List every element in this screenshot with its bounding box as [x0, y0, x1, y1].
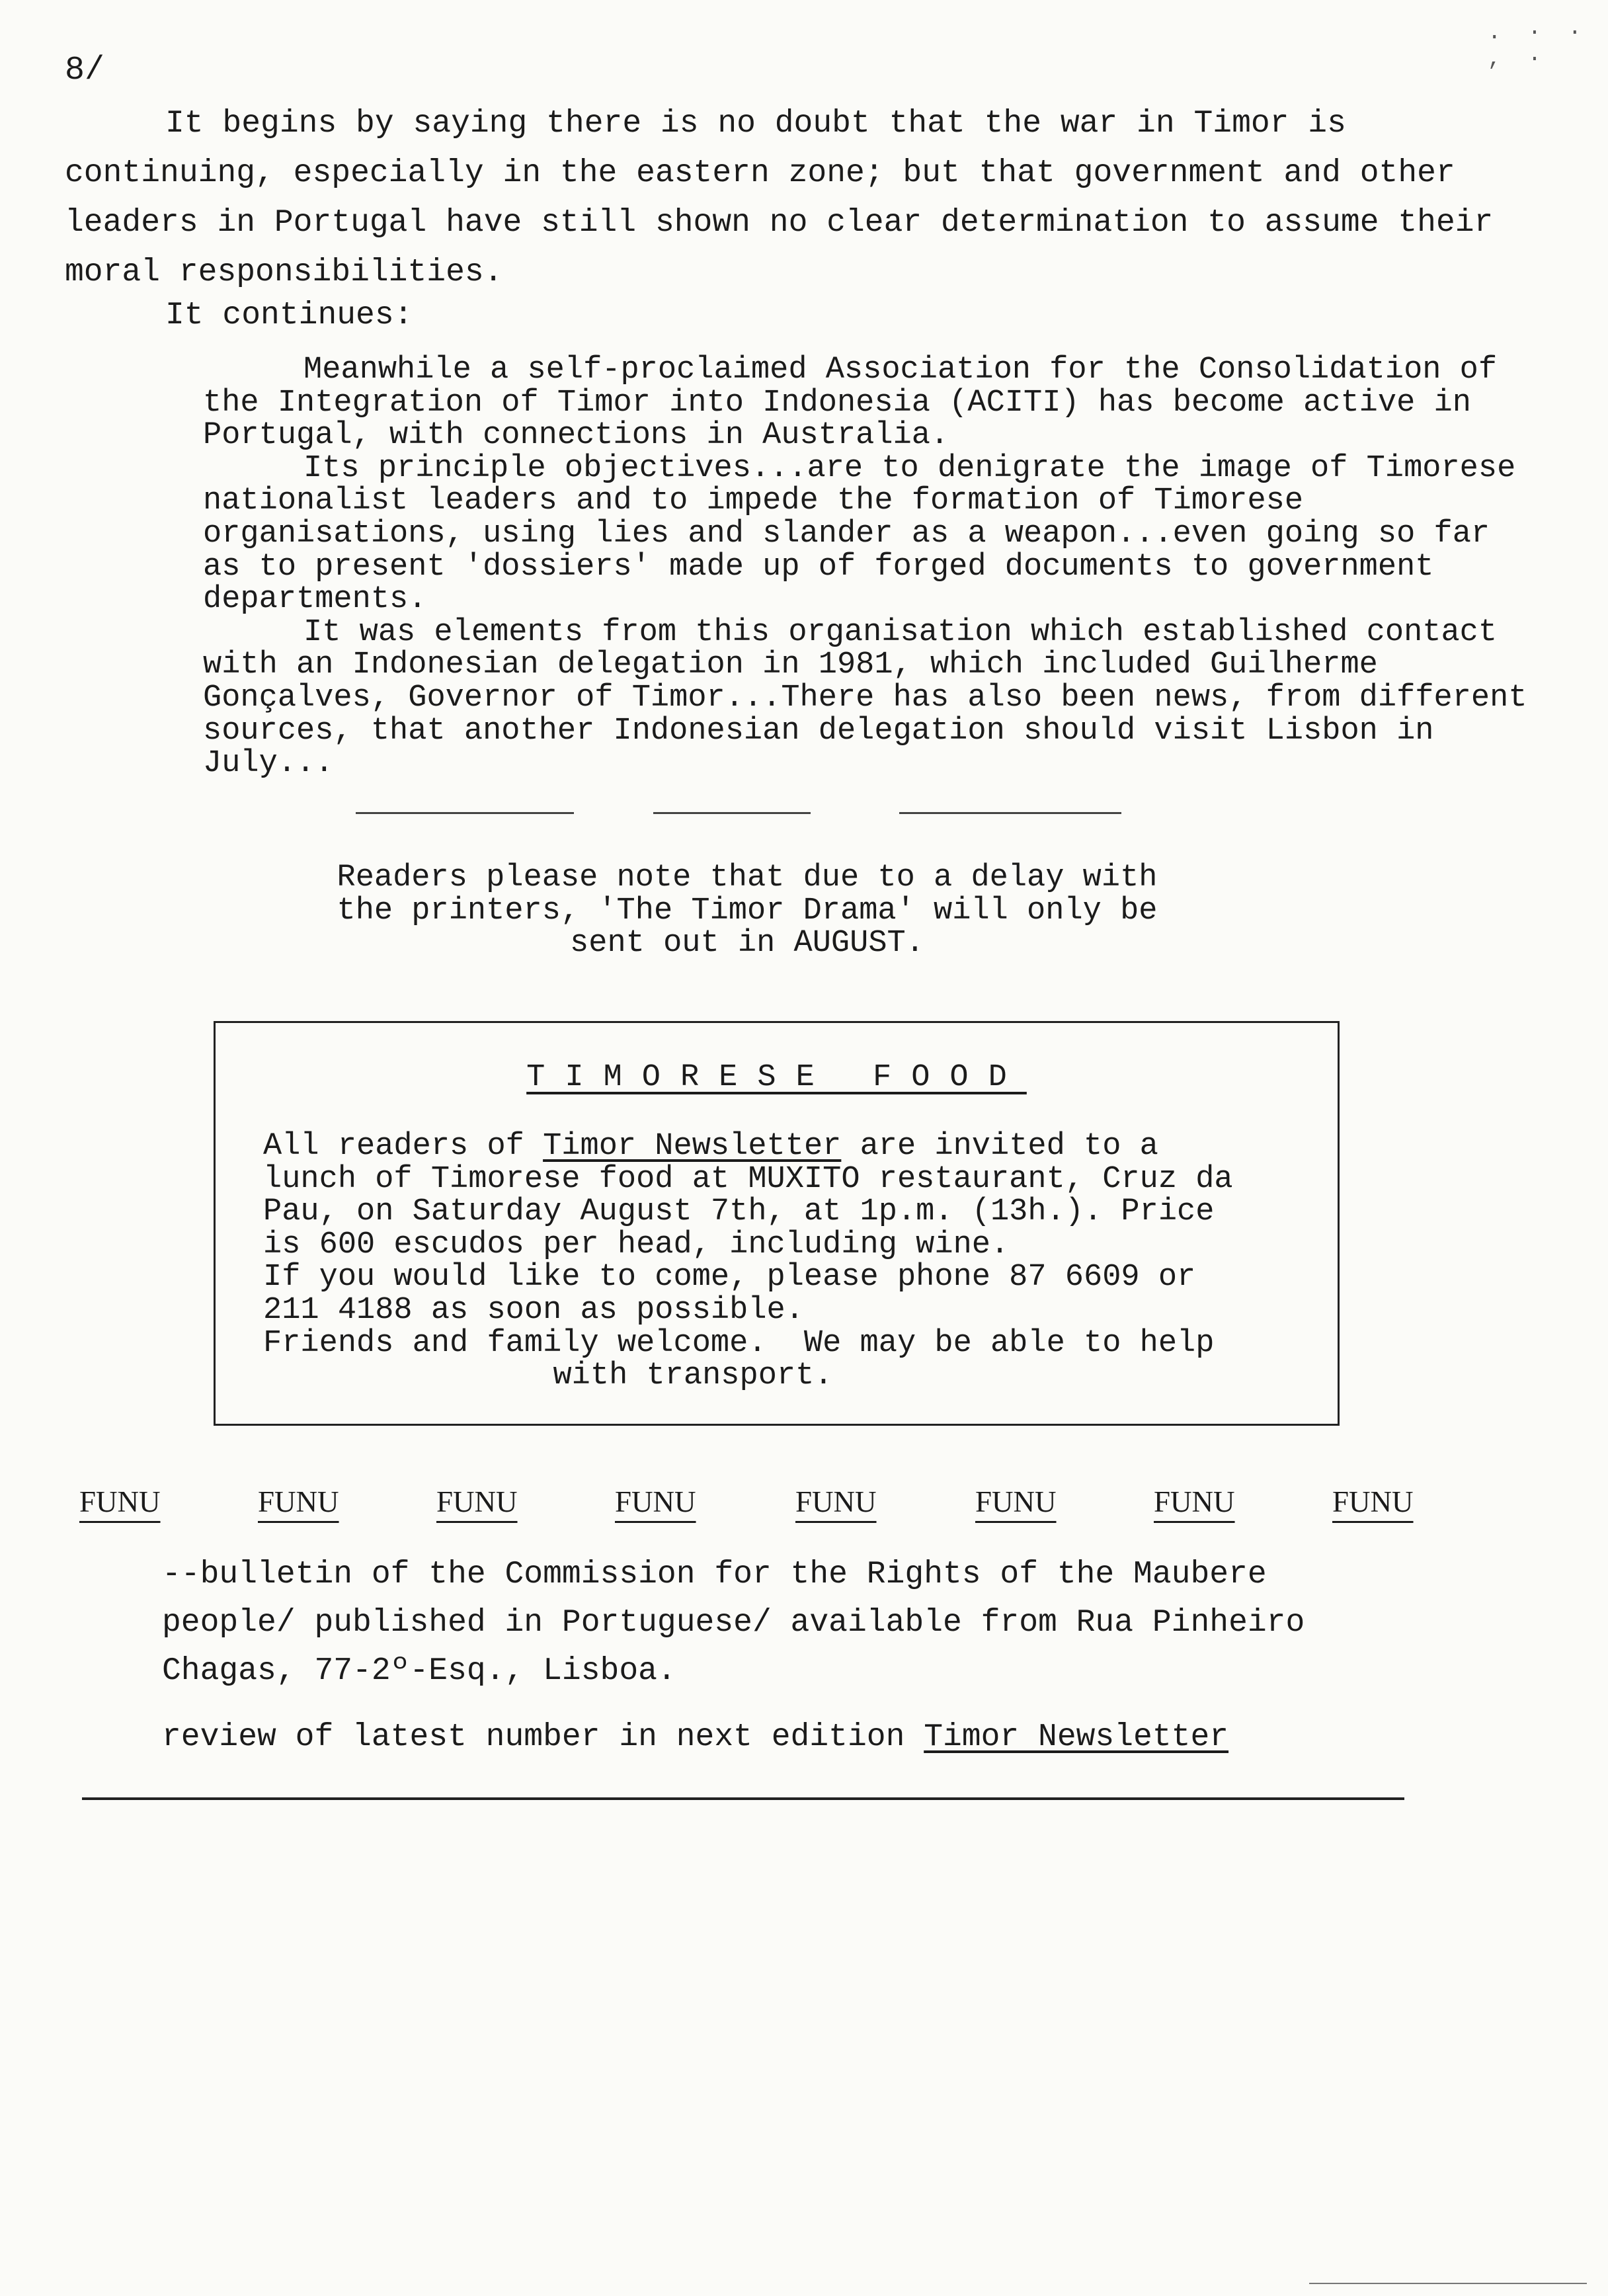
notice-line: the printers, 'The Timor Drama' will only be — [337, 893, 1158, 928]
funu-word: FUNU — [615, 1485, 696, 1518]
notice-line: Readers please note that due to a delay with — [337, 860, 1158, 895]
food-line: If you would like to come, please phone 87 6609 or — [263, 1260, 1196, 1295]
food-line: lunch of Timorese food at MUXITO restaurant, Cruz da — [263, 1161, 1233, 1197]
printer-delay-notice — [284, 862, 1210, 960]
intro-section — [65, 99, 1546, 298]
food-line: All readers of Timor Newsletter are invited to a — [263, 1129, 1158, 1164]
food-line: is 600 escudos per head, including wine. — [263, 1227, 1010, 1262]
page-number: 8/ — [65, 52, 105, 89]
quoted-passage — [203, 354, 1532, 780]
review-note: review of latest number in next edition Timor Newsletter — [162, 1719, 1229, 1755]
food-box-text — [263, 1130, 1321, 1393]
section-divider — [82, 1797, 1404, 1800]
funu-word: FUNU — [258, 1485, 339, 1518]
funu-word: FUNU — [79, 1485, 161, 1518]
food-box-title: TIMORESE FOOD — [526, 1060, 1027, 1095]
newsletter-title-link: Timor Newsletter — [543, 1129, 842, 1164]
quote-paragraph: It was elements from this organisation which established contact with an Indonesian delegation in 1981, which included Guilherme Gonçalves, Governor of Timor...There has also been news, from different sources, that another Indonesian delegation should visit Lisbon in July... — [203, 614, 1527, 782]
bulletin-line: Chagas, 77-2º-Esq., Lisboa. — [162, 1653, 676, 1689]
funu-word: FUNU — [795, 1485, 877, 1518]
funu-word: FUNU — [1154, 1485, 1235, 1518]
timorese-food-box — [214, 1021, 1340, 1426]
funu-word: FUNU — [436, 1485, 518, 1518]
food-line: with transport. — [553, 1358, 833, 1394]
food-line: Friends and family welcome. We may be able to help — [263, 1325, 1215, 1361]
separator-dash — [653, 812, 811, 814]
funu-word: FUNU — [1332, 1485, 1414, 1518]
food-line: 211 4188 as soon as possible. — [263, 1292, 804, 1328]
food-line: Pau, on Saturday August 7th, at 1p.m. (13h.). Price — [263, 1194, 1215, 1230]
bulletin-line: --bulletin of the Commission for the Rights of the Maubere — [162, 1557, 1267, 1592]
footer-rule — [1309, 2283, 1587, 2284]
quote-paragraph: Its principle objectives...are to denigrate the image of Timorese nationalist leaders and to impede the formation of Timorese organisations, using lies and slander as a weapon...even going so far as to present 'dossiers' made up of forged documents to government departments. — [203, 450, 1516, 618]
separator-dash — [899, 812, 1121, 814]
newsletter-title-link: Timor Newsletter — [924, 1719, 1229, 1755]
intro-paragraph: It begins by saying there is no doubt that the war in Timor is continuing, especially in the eastern zone; but that government and other leaders in Portugal have still shown no clear determination to assume their moral responsibilities. — [65, 106, 1494, 290]
continues-label: It continues: — [165, 298, 413, 333]
funu-word: FUNU — [975, 1485, 1057, 1518]
funu-bulletin-description — [162, 1551, 1484, 1696]
scan-marks: . · · , · — [1488, 20, 1589, 72]
notice-line: sent out in AUGUST. — [570, 926, 924, 962]
separator-dash — [356, 812, 574, 814]
bulletin-line: people/ published in Portuguese/ available from Rua Pinheiro — [162, 1605, 1305, 1641]
quote-paragraph: Meanwhile a self-proclaimed Association for the Consolidation of the Integration of Timor into Indonesia (ACITI) has become active in Portugal, with connections in Australia. — [203, 352, 1498, 454]
